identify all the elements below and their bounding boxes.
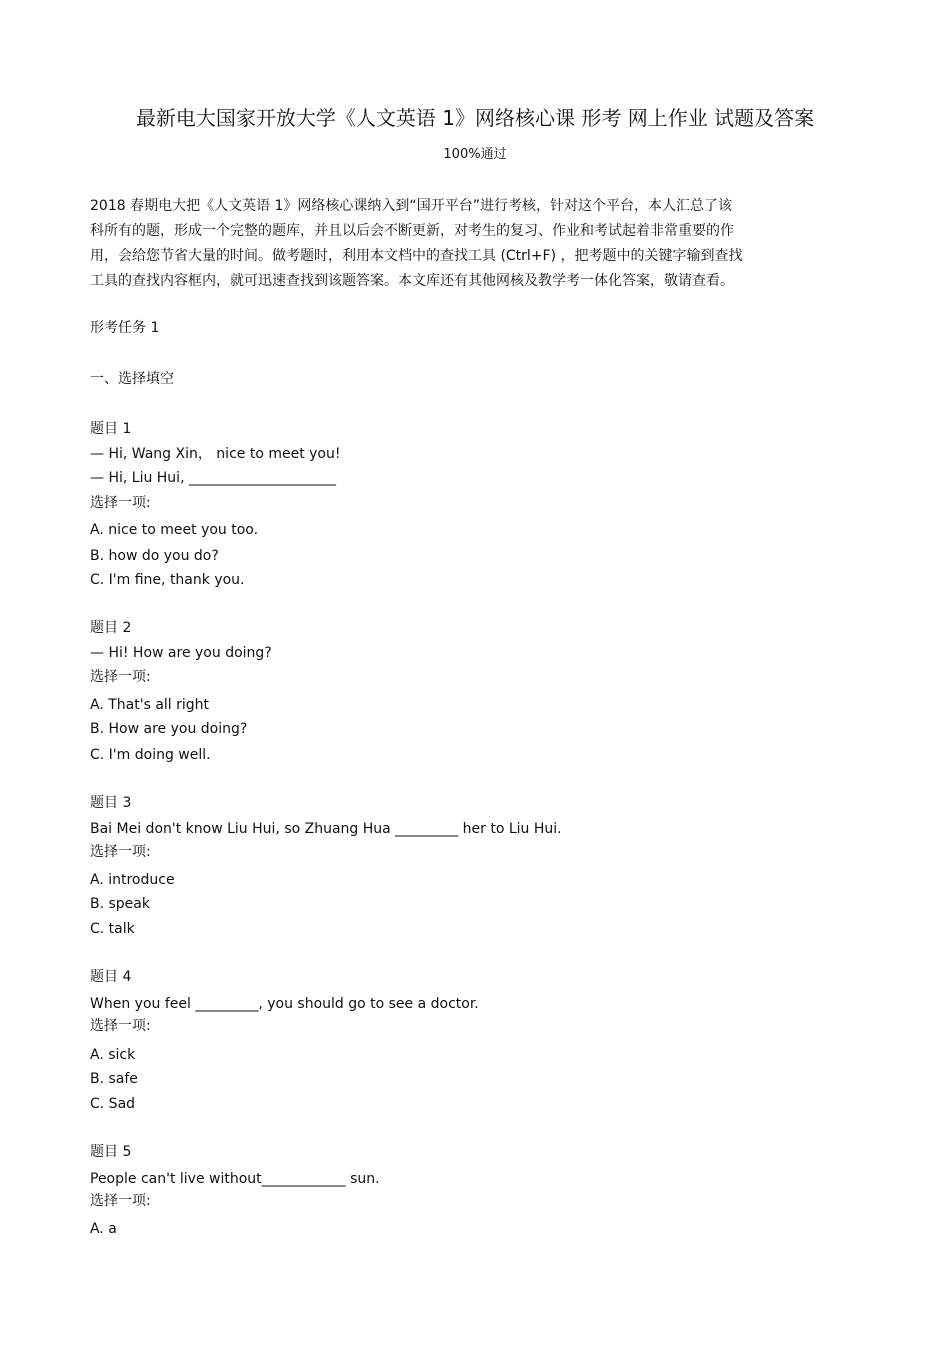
question-instruction: 选择一项:	[90, 1018, 151, 1034]
intro-line: 工具的查找内容框内，就可迅速查找到该题答案。本文库还有其他网核及教学考一体化答案，敬请查看。	[90, 273, 734, 289]
question-prompt: — Hi, Liu Hui, _____________________	[90, 470, 336, 486]
section-heading: 形考任务 1	[90, 320, 160, 336]
intro-paragraph	[90, 194, 850, 294]
option-b: B. How are you doing?	[90, 721, 248, 737]
intro-line: 科所有的题，形成一个完整的题库，并且以后会不断更新，对考生的复习、作业和考试起着非常重要的作	[90, 223, 734, 239]
question-label: 题目 2	[90, 620, 132, 636]
question-instruction: 选择一项:	[90, 669, 151, 685]
question-label: 题目 5	[90, 1144, 132, 1160]
intro-line: 用，会给您节省大量的时间。做考题时，利用本文档中的查找工具 (Ctrl+F) ，把考题中的关键字输到查找	[90, 248, 743, 264]
question-prompt: When you feel _________, you should go to see a doctor.	[90, 996, 479, 1012]
question-instruction: 选择一项:	[90, 1193, 151, 1209]
option-c: C. I'm fine, thank you.	[90, 572, 245, 588]
option-b: B. safe	[90, 1071, 138, 1087]
option-b: B. speak	[90, 896, 150, 912]
question-prompt: People can't live without____________ sun.	[90, 1171, 380, 1187]
option-a: A. a	[90, 1221, 117, 1237]
question-label: 题目 4	[90, 969, 132, 985]
document-subtitle: 100%通过	[443, 147, 507, 162]
question-prompt: Bai Mei don't know Liu Hui, so Zhuang Hua _________ her to Liu Hui.	[90, 821, 562, 837]
question-label: 题目 3	[90, 795, 132, 811]
option-a: A. introduce	[90, 872, 175, 888]
question-instruction: 选择一项:	[90, 844, 151, 860]
option-b: B. how do you do?	[90, 548, 219, 564]
question-prompt: — Hi, Wang Xin， nice to meet you!	[90, 446, 341, 462]
option-a: A. That's all right	[90, 697, 210, 713]
option-c: C. talk	[90, 921, 135, 937]
question-label: 题目 1	[90, 421, 132, 437]
option-a: A. nice to meet you too.	[90, 522, 259, 538]
question-instruction: 选择一项:	[90, 495, 151, 511]
subsection-heading: 一、选择填空	[90, 371, 174, 387]
option-c: C. I'm doing well.	[90, 747, 211, 763]
question-prompt: — Hi! How are you doing?	[90, 645, 272, 661]
document-title: 最新电大国家开放大学《人文英语 1》网络核心课 形考 网上作业 试题及答案	[135, 106, 815, 130]
option-a: A. sick	[90, 1047, 136, 1063]
option-c: C. Sad	[90, 1096, 136, 1112]
intro-line: 2018 春期电大把《人文英语 1》网络核心课纳入到“国开平台”进行考核，针对这个平台，本人汇总了该	[90, 198, 732, 214]
